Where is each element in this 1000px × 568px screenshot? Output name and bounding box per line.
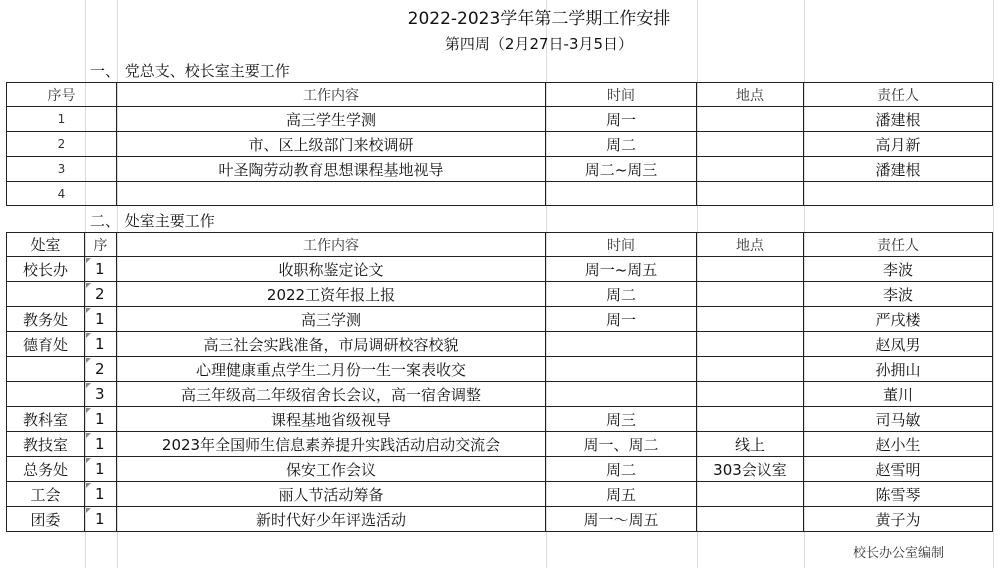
cell-content: 保安工作会议 [117,457,546,482]
cell-place [697,282,804,307]
table-row [0,482,1000,507]
cell-content: 心理健康重点学生二月份一生一案表收交 [117,357,546,382]
cell-marker-icon [86,408,91,413]
title-row [0,4,1000,28]
cell-time: 周一、周二 [546,432,697,457]
cell-person: 赵小生 [804,432,993,457]
cell-time: 周一～周五 [546,507,697,532]
cell-seq: 1 [85,332,117,357]
cell-seq: 2 [6,132,117,157]
cell-dept: 团委 [6,507,85,532]
table-row [0,157,1000,182]
cell-dept: 德育处 [6,332,85,357]
table-row [0,282,1000,307]
cell-content: 2022工资年报上报 [117,282,546,307]
cell-marker-icon [86,383,91,388]
cell-person [804,182,993,206]
cell-place [697,382,804,407]
header-place: 地点 [697,82,804,107]
cell-person: 李波 [804,282,993,307]
cell-place [697,357,804,382]
cell-marker-icon [86,433,91,438]
cell-place: 线上 [697,432,804,457]
header-person: 责任人 [804,232,993,257]
cell-seq: 1 [85,307,117,332]
cell-place [697,507,804,532]
cell-place [697,107,804,132]
cell-person: 高月新 [804,132,993,157]
cell-person: 陈雪琴 [804,482,993,507]
table-row [0,182,1000,206]
cell-place [697,182,804,206]
cell-seq: 1 [85,482,117,507]
table-row [0,382,1000,407]
cell-time [546,182,697,206]
cell-place [697,132,804,157]
cell-person: 赵雪明 [804,457,993,482]
cell-dept [6,282,85,307]
table-row [0,432,1000,457]
cell-dept: 校长办 [6,257,85,282]
cell-time: 周三 [546,407,697,432]
header-person: 责任人 [804,82,993,107]
table-row [0,307,1000,332]
cell-seq: 3 [6,157,117,182]
table-row [0,257,1000,282]
section2-title: 二、 处室主要工作 [90,211,215,230]
table-row [0,407,1000,432]
section2-title-row [0,208,1000,232]
header-time: 时间 [546,82,697,107]
footer-note: 校长办公室编制 [852,545,944,561]
table-row [0,357,1000,382]
cell-dept: 教科室 [6,407,85,432]
cell-time [546,332,697,357]
cell-seq: 1 [6,107,117,132]
cell-person: 潘建根 [804,107,993,132]
cell-content: 课程基地省级视导 [117,407,546,432]
cell-marker-icon [86,483,91,488]
header-seq: 序 [85,232,117,257]
cell-content: 叶圣陶劳动教育思想课程基地视导 [117,157,546,182]
cell-place: 303会议室 [697,457,804,482]
table-row [0,332,1000,357]
cell-time: 周二 [546,132,697,157]
cell-seq: 1 [85,507,117,532]
cell-dept: 工会 [6,482,85,507]
cell-time: 周二~周三 [546,157,697,182]
section2-header-row [0,232,1000,257]
table-row [0,132,1000,157]
cell-dept: 教技室 [6,432,85,457]
cell-time: 周二 [546,282,697,307]
table-row [0,507,1000,532]
cell-content: 2023年全国师生信息素养提升实践活动启动交流会 [117,432,546,457]
cell-time: 周一~周五 [546,257,697,282]
cell-marker-icon [86,508,91,513]
cell-dept: 教务处 [6,307,85,332]
cell-content: 高三社会实践准备，市局调研校容校貌 [117,332,546,357]
week-subtitle: 第四周（2月27日-3月5日） [444,34,634,53]
header-content: 工作内容 [117,232,546,257]
header-seq: 序号 [6,82,117,107]
cell-dept [6,382,85,407]
cell-place [697,307,804,332]
cell-person: 司马敏 [804,407,993,432]
cell-seq: 4 [6,182,117,206]
week-row [0,30,1000,56]
cell-seq: 1 [85,457,117,482]
cell-seq: 2 [85,357,117,382]
cell-time: 周一 [546,307,697,332]
section1-header-row [0,82,1000,107]
cell-marker-icon [86,258,91,263]
cell-seq: 1 [85,407,117,432]
cell-marker-icon [86,358,91,363]
cell-place [697,157,804,182]
section1-title: 一、 党总支、校长室主要工作 [90,61,290,80]
header-place: 地点 [697,232,804,257]
cell-person: 黄子为 [804,507,993,532]
cell-seq: 1 [85,432,117,457]
cell-time [546,357,697,382]
cell-content: 高三学测 [117,307,546,332]
section1-title-row [0,58,1000,82]
cell-dept: 总务处 [6,457,85,482]
cell-content: 丽人节活动筹备 [117,482,546,507]
header-time: 时间 [546,232,697,257]
cell-person: 赵凤男 [804,332,993,357]
sheet-title: 2022-2023学年第二学期工作安排 [407,8,671,29]
cell-time: 周一 [546,107,697,132]
cell-seq: 2 [85,282,117,307]
header-content: 工作内容 [117,82,546,107]
cell-time: 周二 [546,457,697,482]
cell-content: 收职称鉴定论文 [117,257,546,282]
cell-content [117,182,546,206]
cell-place [697,482,804,507]
cell-seq: 1 [85,257,117,282]
cell-dept [6,357,85,382]
cell-place [697,257,804,282]
cell-time: 周五 [546,482,697,507]
cell-person: 董川 [804,382,993,407]
table-row [0,457,1000,482]
cell-time [546,382,697,407]
cell-content: 高三学生学测 [117,107,546,132]
cell-person: 潘建根 [804,157,993,182]
table-row [0,107,1000,132]
cell-person: 严戌楼 [804,307,993,332]
cell-place [697,332,804,357]
cell-content: 高三年级高二年级宿舍长会议，高一宿舍调整 [117,382,546,407]
cell-person: 孙拥山 [804,357,993,382]
cell-marker-icon [86,308,91,313]
footer-row [0,541,1000,561]
header-dept: 处室 [6,232,85,257]
cell-content: 新时代好少年评选活动 [117,507,546,532]
cell-content: 市、区上级部门来校调研 [117,132,546,157]
cell-seq: 3 [85,382,117,407]
cell-marker-icon [86,333,91,338]
cell-marker-icon [86,283,91,288]
cell-person: 李波 [804,257,993,282]
cell-marker-icon [86,458,91,463]
cell-place [697,407,804,432]
